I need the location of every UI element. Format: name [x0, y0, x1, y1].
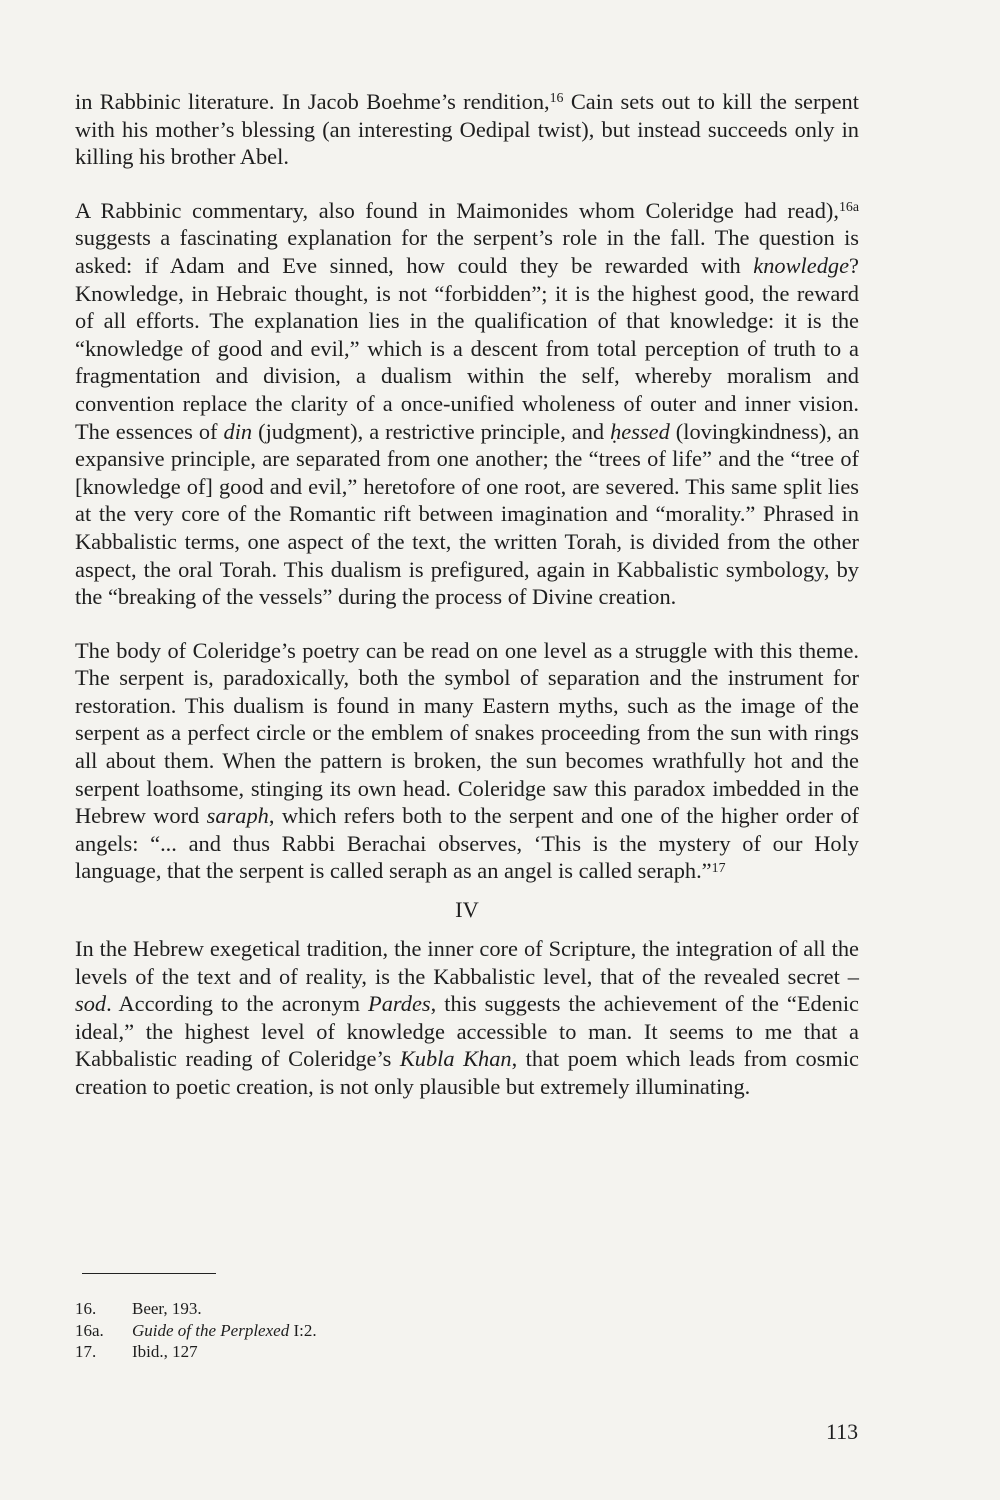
text-run: , that poem which leads from cosmic creation to poetic creation, is not only plausible but extremely illuminating. [75, 1046, 859, 1099]
text-run: suggests a fascinating explanation for the serpent’s role in the fall. The question is asked: if Adam and Eve sinned, how could they be rewarded with [75, 225, 859, 278]
footnote-ref: 16 [549, 91, 564, 107]
paragraph [75, 935, 859, 1101]
text-run: Ibid., 127 [132, 1342, 198, 1361]
text-run: I:2. [289, 1320, 317, 1340]
footnote-ref: 17 [711, 860, 726, 876]
paragraphs-before [75, 88, 859, 885]
footnote [75, 1341, 317, 1363]
footnote-divider [82, 1273, 216, 1274]
text-run: ? Knowledge, in Hebraic thought, is not “forbidden”; it is the highest good, the reward of all efforts. The explanation lies in the qualification of that knowledge: it is the “knowledge of good and evil,” which is a descent from total perception of truth to a fragmentation and division, a dualism within the self, whereby moralism and convention replace the clarity of a once-unified wholeness of outer and inner vision. The essences of [75, 252, 859, 444]
footnotes [75, 1298, 317, 1363]
text-run: in Rabbinic literature. In Jacob Boehme’s rendition, [75, 89, 550, 114]
text-run: (lovingkindness), an expansive principle, are separated from one another; the “trees of life” and the “tree of [knowledge of] good and evil,” heretofore of one root, are severed. This same split lies at the very core of the Romantic rift between imagination and “morality.” Phrased in Kabbalistic terms, one aspect of the text, the written Torah, is divided from the other aspect, the oral Torah. This dualism is prefigured, again in Kabbalistic symbology, by the “breaking of the vessels” during the process of Divine creation. [75, 418, 860, 610]
text-run: , which refers both to the serpent and one of the higher order of angels: “... and thus Rabbi Berachai observes, ‘This is the mystery of our Holy language, that the serpent is called seraph as an angel is called seraph.” [75, 803, 859, 884]
section-heading: IV [455, 897, 479, 923]
footnote-number: 17. [75, 1342, 97, 1361]
footnote-text [132, 1341, 198, 1363]
italic-text: Guide of the Perplexed [132, 1320, 290, 1340]
footnote-text [132, 1320, 317, 1342]
footnote [75, 1298, 317, 1320]
text-run: A Rabbinic commentary, also found in Maimonides whom Coleridge had read), [75, 197, 839, 223]
italic-text: knowledge [753, 252, 850, 278]
page-number: 113 [826, 1419, 859, 1444]
text-run: (judgment), a restrictive principle, and [252, 418, 611, 444]
paragraph [75, 637, 859, 885]
page-body [75, 88, 859, 1101]
text-run: . According to the acronym [106, 991, 369, 1017]
text-run: Beer, 193. [132, 1299, 202, 1318]
italic-text: din [223, 418, 253, 444]
footnote-number: 16. [75, 1299, 97, 1318]
italic-text: Pardes [368, 991, 431, 1017]
text-run: In the Hebrew exegetical tradition, the inner core of Scripture, the integration of all the levels of the text and of reality, is the Kabbalistic level, that of the revealed secret – [75, 936, 859, 989]
italic-text: saraph [206, 803, 269, 829]
footnote-ref: 16a [838, 199, 859, 215]
italic-text: sod [75, 991, 107, 1017]
text-run: , this suggests the achievement of the “Edenic ideal,” the highest level of knowledge accessible to man. It seems to me that a Kabbalistic reading of Coleridge’s [75, 991, 859, 1072]
paragraphs-after [75, 935, 859, 1101]
italic-text: Kubla Khan [399, 1046, 512, 1072]
paragraph [75, 197, 859, 611]
italic-text: ḥessed [610, 418, 670, 444]
text-run: The body of Coleridge’s poetry can be read on one level as a struggle with this theme. The serpent is, paradoxically, both the symbol of separation and the instrument for restoration. This dualism is found in many Eastern myths, such as the image of the serpent as a perfect circle or the emblem of snakes proceeding from the sun with rings all about them. When the pattern is broken, the sun becomes wrathfully hot and the serpent loathsome, stinging its own head. Coleridge saw this paradox imbedded in the Hebrew word [75, 637, 859, 829]
paragraph [75, 88, 859, 171]
text-run: Cain sets out to kill the serpent with his mother’s blessing (an interesting Oedipal twist), but instead succeeds only in killing his brother Abel. [75, 89, 859, 170]
footnote-text [132, 1298, 202, 1320]
footnote [75, 1320, 317, 1342]
footnote-number: 16a. [75, 1320, 104, 1340]
